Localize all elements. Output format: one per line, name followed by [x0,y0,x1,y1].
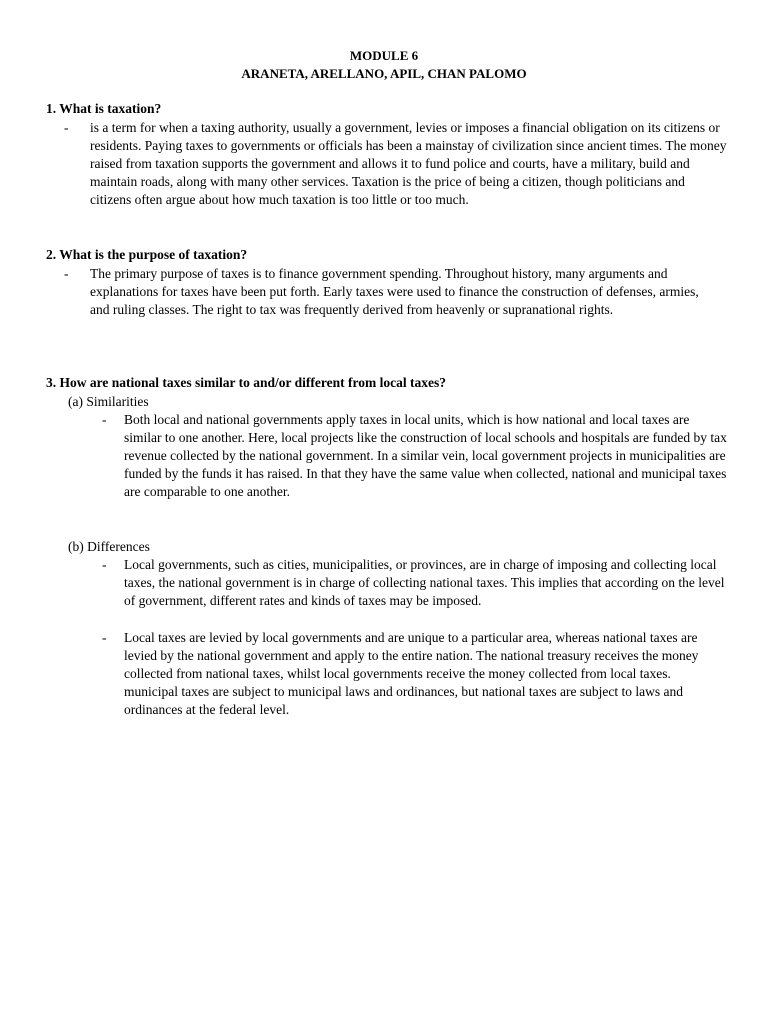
similarities-text: Both local and national governments apply taxes in local units, which is how national and local taxes are similar to one another. Here, local projects like the construction of local schools and hospitals are funded by tax revenue collected by the national government. In a similar vein, local government projects in municipalities are funded by the funds it has raised. In that they have the same value when collected, national and municipal taxes are comparable to one another. [124,412,727,499]
question-3-heading: 3. How are national taxes similar to and/or different from local taxes? [46,375,446,390]
differences-label: (b) Differences [68,539,150,554]
answer-2-text: The primary purpose of taxes is to finance government spending. Throughout history, many arguments and explanations for taxes have been put forth. Early taxes were used to finance the construction of defenses, armies, and ruling classes. The right to tax was frequently derived from heavenly or supranational rights. [90,266,699,317]
authors-line: ARANETA, ARELLANO, APIL, CHAN PALOMO [241,66,527,81]
bullet-dash: - [102,557,107,572]
bullet-dash: - [102,630,107,645]
bullet-dash: - [102,412,107,427]
bullet-dash: - [64,120,69,135]
differences-text-2: Local taxes are levied by local governments and are unique to a particular area, whereas national taxes are levied by the national government and apply to the entire nation. The national treasury receives the money collected from national taxes, whilst local governments receive the money collected from local taxes. municipal taxes are subject to municipal laws and ordinances, but national taxes are subject to laws and ordinances at the federal level. [124,630,699,717]
question-1-heading: 1. What is taxation? [46,101,162,116]
similarities-label: (a) Similarities [68,394,149,409]
module-title: MODULE 6 [349,48,419,63]
question-2-heading: 2. What is the purpose of taxation? [46,247,248,262]
answer-1-text: is a term for when a taxing authority, usually a government, levies or imposes a financial obligation on its citizens or residents. Paying taxes to governments or officials has been a mainstay of civilization since ancient times. The money raised from taxation supports the government and allows it to fund police and courts, have a military, build and maintain roads, along with many other services. Taxation is the price of being a citizen, though politicians and citizens often argue about how much taxation is too little or too much. [90,120,727,207]
bullet-dash: - [64,266,69,281]
differences-text-1: Local governments, such as cities, municipalities, or provinces, are in charge of imposing and collecting local taxes, the national government is in charge of collecting national taxes. This implies that according on the level of government, different rates and kinds of taxes may be imposed. [124,557,725,608]
